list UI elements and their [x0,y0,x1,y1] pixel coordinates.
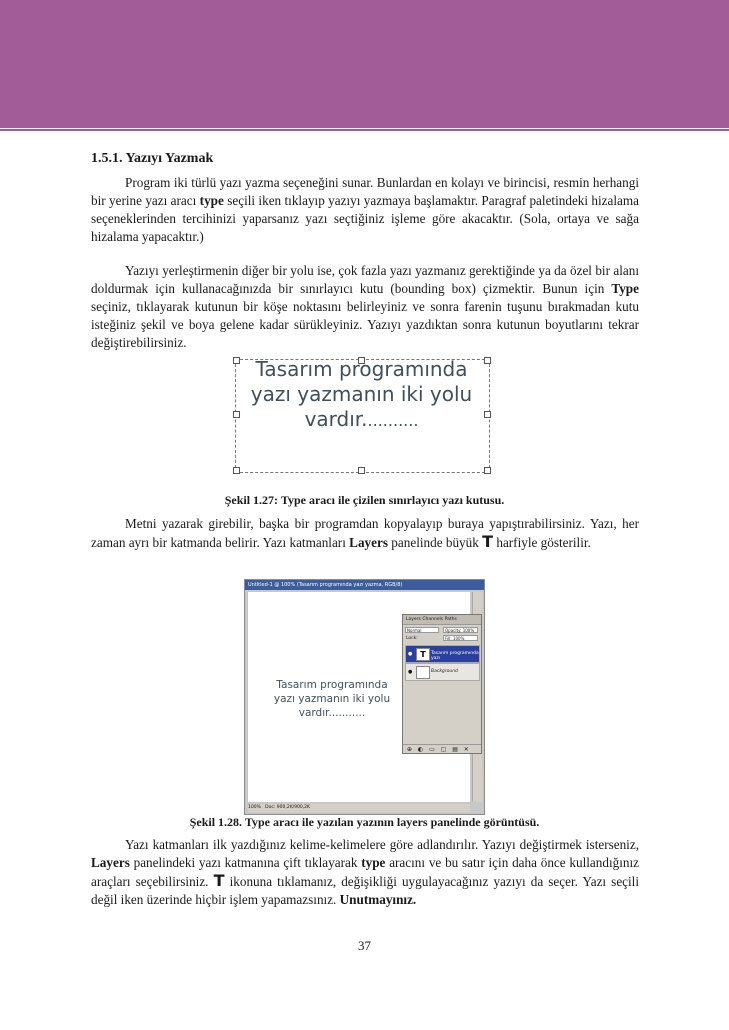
page-number: 37 [358,938,371,953]
header-banner [0,0,729,128]
resize-handle [484,467,491,474]
figure-text-line-2: yazı yazmanın iki yolu [250,382,473,406]
doc-size: Doc: 900,2K/900,2K [265,805,310,810]
layers-panel [402,614,482,754]
canvas-text: Tasarım programında yazı yazmanın iki yolu vardır........... [273,679,391,719]
opacity-field: Opacity: 100% [443,627,478,633]
text-layer-icon: T [416,648,430,661]
figure-text-line-3: vardır........... [304,407,419,431]
photoshop-screenshot [244,579,485,815]
fill-field: Fill: 100% [443,635,478,641]
paragraph-1: Program iki türlü yazı yazma seçeneğini sunar. Bunlardan en kolayı ve birincisi, resmin herhangi bir yerine yazı aracı type seçili iken tıklayıp yazıyı yazmaya başlamaktır. Paragraf paletindeki hizalama seçeneklerinden tercihinizi yaparsanız yazı seçtiğiniz işleme göre akacaktır. (Sola, ortaya ve sağa hizalama yapacaktır.) [91,175,640,244]
status-bar [248,804,470,812]
paragraph-3: Metni yazarak girebilir, başka bir programdan kopyalayıp buraya yapıştırabilirsiniz. Yazı, her zaman ayrı bir katmanda belirir. Yazı katmanları Layers panelinde büyük T harfiyle gösterilir. [91,516,639,551]
background-thumbnail [416,666,430,679]
resize-handle [233,467,240,474]
eye-icon: ● [408,669,413,675]
section-heading: 1.5.1. Yazıyı Yazmak [91,151,214,166]
figure-text-line-1: Tasarım programında [255,357,468,381]
text-layer-row [405,645,480,663]
layer-name: Tasarım programında yazı [431,651,479,661]
figure-caption-1-28: Şekil 1.28. Type aracı ile yazılan yazının layers panelinde görüntüsü. [189,815,540,829]
background-layer-row [405,663,480,681]
header-divider [0,129,729,131]
layer-name: Background [431,669,458,674]
paragraph-4: Yazı katmanları ilk yazdığınız kelime-kelimelere göre adlandırılır. Yazıyı değiştirmek isterseniz, Layers panelindeki yazı katmanına çift tıklayarak type aracını ve bu satır için daha önce kullandığınız araçları seçebilirsiniz. T ikonuna tıklamanız, değişikliği uygulayacağınız yazıyı da seçer. Yazı seçili değil iken üzerinde hiçbir işlem yapamazsınız. Unutmayınız. [91,837,640,907]
layers-panel-tabs: Layers Channels Paths [403,615,481,625]
layers-panel-toolbar: ⊕ ◐ ▭ ▢ ▤ ✕ [403,744,481,753]
blend-mode-select: Normal [405,627,439,633]
eye-icon: ● [408,651,413,657]
document-title-bar: Untitled-1 @ 100% (Tasarım programında yazı yazma, RGB/8) [245,580,484,590]
figure-caption-1-27: Şekil 1.27: Type aracı ile çizilen sınırlayıcı yazı kutusu. [224,493,505,507]
lock-label: Lock: [406,636,418,641]
paragraph-2: Yazıyı yerleştirmenin diğer bir yolu ise, çok fazla yazı yazmanız gerektiğinde ya da özel bir alanı doldurmak için kullanacağınızda bir sınırlayıcı kutu (bounding box) çizmektir. Bunun için Type seçiniz, tıklayarak kutunun bir köşe noktasını belirleyiniz ve sonra farenin tuşunu bırakmadan kutu isteğiniz şekil ve boya gelene kadar sürükleyiniz. Yazıyı yazdıktan sonra kutunun boyutlarını tekrar değiştirebilirsiniz. [91,263,639,350]
bounding-box-figure [231,355,492,475]
zoom-level: 100% [248,805,261,810]
resize-handle [358,467,365,474]
